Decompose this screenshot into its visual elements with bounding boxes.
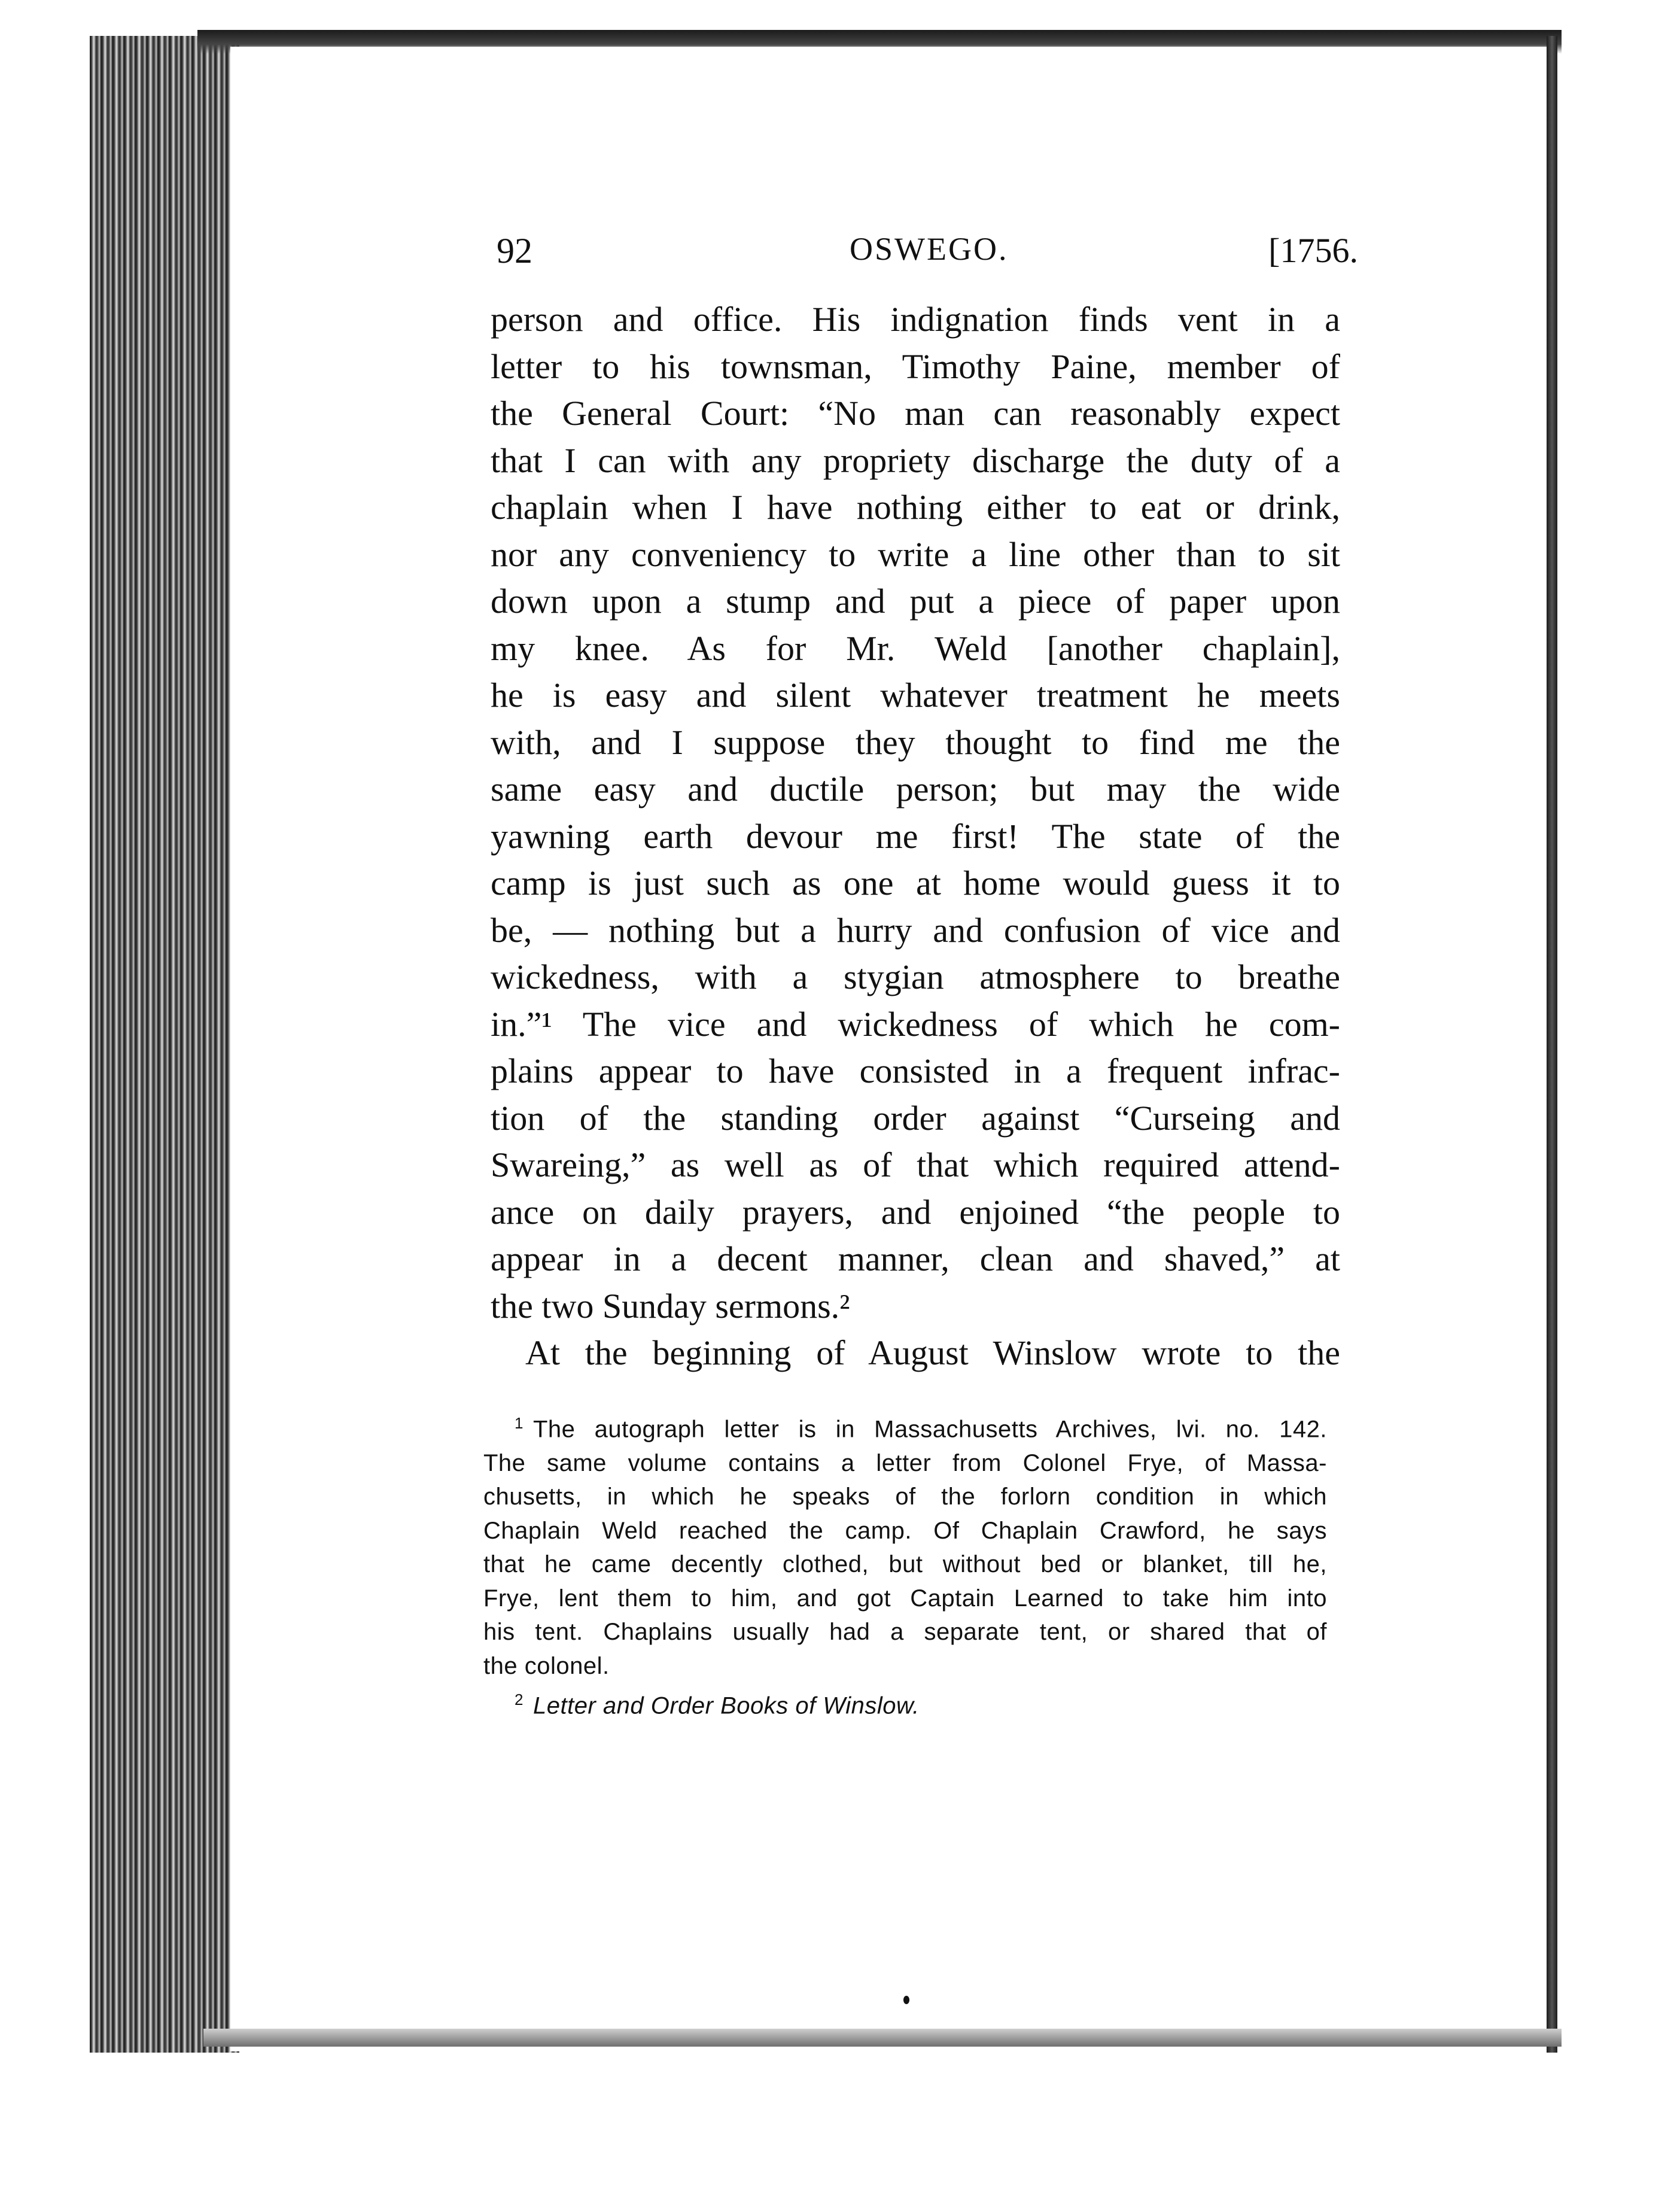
body-line: with, and I suppose they thought to find me the <box>491 722 1340 762</box>
body-line: wickedness, with a stygian atmosphere to breathe <box>491 957 1340 996</box>
page-number: 92 <box>497 231 532 270</box>
book-bottom-edge <box>203 2029 1562 2047</box>
footnote-text: Letter and Order Books of Winslow. <box>532 1692 920 1719</box>
body-line: camp is just such as one at home would guess it to <box>491 864 1340 902</box>
footnote-1-line <box>483 1406 1327 1446</box>
body-line: my knee. As for Mr. Weld [another chaplain], <box>491 628 1340 668</box>
running-head <box>497 230 1358 278</box>
book-edge <box>90 36 239 2053</box>
body-line: same easy and ductile person; but may the wide <box>491 770 1340 808</box>
body-line: the General Court: “No man can reasonably expect <box>491 394 1340 433</box>
body-text <box>491 296 1340 1377</box>
body-line: ance on daily prayers, and enjoined “the people to <box>491 1192 1340 1232</box>
footnote-1-line: Frye, lent them to him, and got Captain Learned to take him into <box>483 1585 1327 1612</box>
body-line: plains appear to have consisted in a frequent infrac- <box>491 1051 1340 1090</box>
running-title: OSWEGO. <box>850 231 1009 267</box>
body-line: the two Sunday sermons.² <box>491 1286 850 1326</box>
body-line: down upon a stump and put a piece of paper upon <box>491 582 1340 621</box>
footnote-1-line: the colonel. <box>483 1652 610 1679</box>
body-line: yawning earth devour me first! The state of the <box>491 816 1340 856</box>
body-line: tion of the standing order against “Curseing and <box>491 1098 1340 1138</box>
footnote-1-line: that he came decently clothed, but without bed or blanket, till he, <box>483 1551 1327 1578</box>
body-line: nor any conveniency to write a line other than to sit <box>491 534 1340 574</box>
footnote-1-line: his tent. Chaplains usually had a separate tent, or shared that of <box>483 1619 1327 1646</box>
footnote-1-line: Chaplain Weld reached the camp. Of Chaplain Crawford, he says <box>483 1517 1327 1544</box>
body-line: At the beginning of August Winslow wrote to the <box>525 1333 1340 1372</box>
body-line: Swareing,” as well as of that which required attend- <box>491 1145 1340 1184</box>
footnote-2-line <box>483 1683 1327 1723</box>
body-line: in.”¹ The vice and wickedness of which he com- <box>491 1004 1340 1044</box>
body-line: person and office. His indignation finds vent in a <box>491 300 1340 339</box>
body-line: he is easy and silent whatever treatment he meets <box>491 676 1340 715</box>
body-line: appear in a decent manner, clean and shaved,” at <box>491 1239 1340 1278</box>
footnote-text: The autograph letter is in Massachusetts Archives, lvi. no. 142. <box>532 1416 1327 1443</box>
footnotes <box>483 1406 1327 1723</box>
running-year: [1756. <box>1268 231 1358 270</box>
body-line: chaplain when I have nothing either to eat or drink, <box>491 488 1340 527</box>
footnote-1-line: chusetts, in which he speaks of the forlorn condition in which <box>483 1484 1327 1510</box>
footnote-1-line: The same volume contains a letter from Colonel Frye, of Massa- <box>483 1449 1327 1476</box>
body-line: that I can with any propriety discharge the duty of a <box>491 440 1340 480</box>
ink-speck <box>903 1996 909 2004</box>
facing-page-edge <box>1547 36 1557 2053</box>
body-line: letter to his townsman, Timothy Paine, member of <box>491 346 1340 386</box>
footnote-marker: 2 <box>515 1691 524 1709</box>
footnote-marker: 1 <box>515 1414 524 1432</box>
body-line: be, — nothing but a hurry and confusion of vice and <box>491 910 1340 950</box>
